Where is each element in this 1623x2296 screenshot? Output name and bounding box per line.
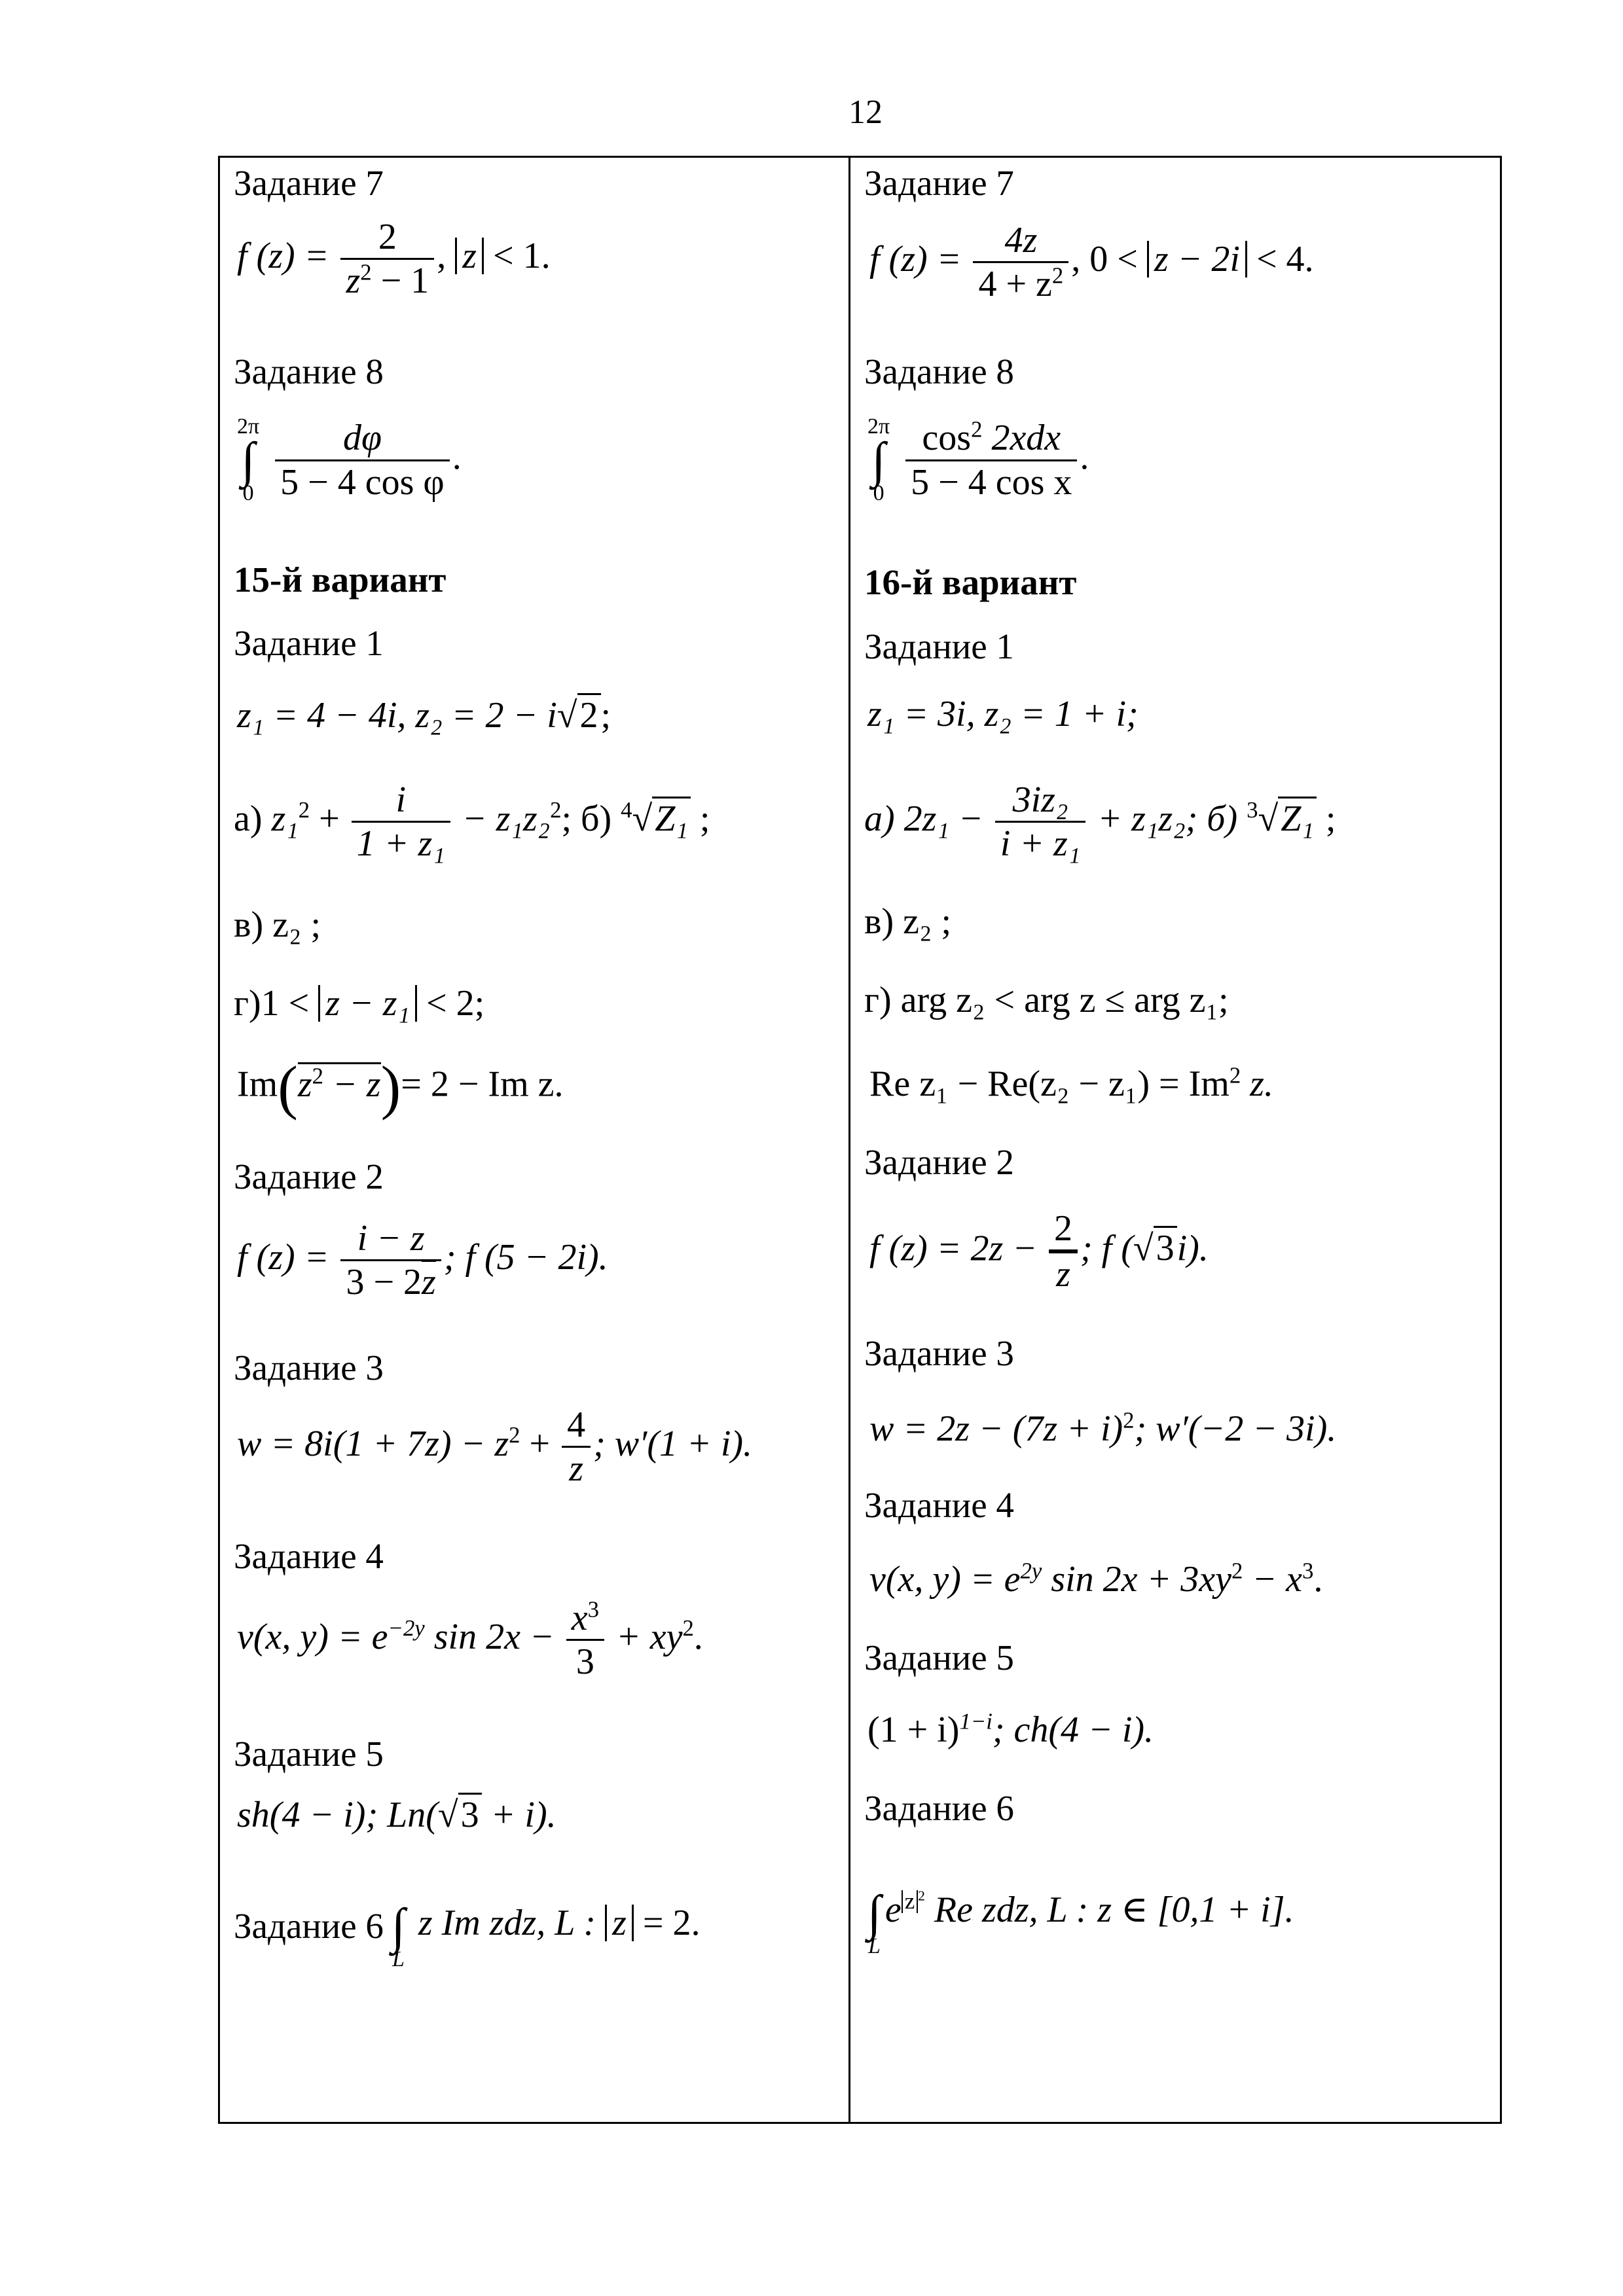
left-task8-formula: 2π ∫ 0 $\frac{d\varphi}{\text{5 − 4 cos φ}}$ .: [237, 414, 462, 506]
page-number: 12: [848, 94, 883, 131]
right-task4-heading: Задание 4: [864, 1485, 1014, 1525]
left-task1-heading: Задание 1: [234, 623, 384, 663]
right-task8-heading: Задание 8: [864, 351, 1014, 391]
left-task1-im-equation: $Im(z^2 - z)= 2 - Im$ z.: [237, 1054, 564, 1121]
right-task7-formula: f (z) = $\frac{4z}{4 + z^2}$ , 0 < z − 2i < 4.: [869, 220, 1314, 305]
right-task1-part-v: в) z₂ ;: [864, 901, 952, 942]
left-task7-heading: Задание 7: [234, 163, 384, 203]
left-task1-line1: z₁ = 4 − 4i, z₂ = 2 − i√2;: [237, 697, 611, 734]
left-task3-formula: $w = 8i(1 + 7z) - z^2$ + $\frac{4}{z}$ ; w′(1 + i).: [237, 1405, 753, 1490]
right-task4-formula: v(x, $y) = e^{2y}$ $\sin 2x + 3xy^2 - x^3$.: [869, 1558, 1323, 1600]
left-task2-heading: Задание 2: [234, 1157, 384, 1196]
right-task5-formula: $(1 + i)^{1-i}$; ch(4 − i).: [867, 1708, 1154, 1750]
right-task2-heading: Задание 2: [864, 1142, 1014, 1182]
right-task1-line1: z₁ = 3i, z₂ = 1 + i;: [867, 694, 1139, 734]
left-task5-heading: Задание 5: [234, 1734, 384, 1774]
right-task8-formula: 2π ∫ 0 $\frac{\cos^2 2xdx}{\text{5 − 4 cos x}}$ .: [867, 414, 1089, 506]
right-task6-formula: ∫ L e $^{z ^2}$ Re zdz, L : z ∈ [0,1 + i].: [867, 1886, 1294, 1959]
right-task5-heading: Задание 5: [864, 1638, 1014, 1677]
left-task6-heading: Задание 6: [234, 1906, 384, 1946]
right-task1-part-a: а) 2z₁ − $\frac{\text{3iz₂}}{\text{i + z₁}}$ + z₁z₂; б) $^3$√Z₁ ;: [864, 780, 1336, 865]
right-task3-heading: Задание 3: [864, 1333, 1014, 1373]
left-task7-formula: f (z) = $\frac{2}{z^2 - 1}$ , z < 1.: [237, 217, 551, 302]
right-task1-heading: Задание 1: [864, 626, 1014, 666]
left-variant-heading: 15-й вариант: [234, 560, 447, 600]
left-task1-part-g: г)1 < z − z₁ < 2;: [234, 983, 485, 1024]
column-divider: [848, 156, 850, 2124]
right-task1-re-equation: Re $z_1 - Re(z_2 - z_1) = Im^2$ z.: [869, 1062, 1273, 1104]
left-task1-part-a: а) z₁$^2$ + $\frac{i}{\text{1 + z₁}}$ − z₁z₂$^2$; б) $^4$√Z₁ ;: [234, 780, 710, 865]
left-task4-heading: Задание 4: [234, 1536, 384, 1576]
right-task3-formula: $w = 2z - (7z + i)^2$; w′(−2 − 3i).: [869, 1407, 1337, 1449]
right-task7-heading: Задание 7: [864, 163, 1014, 203]
left-task6-formula: ∫ L z Im zdz, L : z = 2.: [392, 1899, 701, 1972]
left-task5-formula: sh(4 − i); Ln(√3 + i).: [237, 1797, 556, 1833]
left-task8-heading: Задание 8: [234, 351, 384, 391]
right-task2-formula: f (z) = 2z − $\frac{2}{z}$ ; f (√3i).: [869, 1208, 1209, 1295]
left-task3-heading: Задание 3: [234, 1348, 384, 1388]
left-task4-formula: v(x, $y) = e^{-2y}$ sin 2x − $\frac{x^3}{3}$ + $xy^2$.: [237, 1596, 703, 1683]
right-variant-heading: 16-й вариант: [864, 562, 1077, 602]
right-task6-heading: Задание 6: [864, 1788, 1014, 1828]
left-task1-part-v: в) z₂ ;: [234, 905, 321, 945]
left-task2-formula: f (z) = $\frac{i - z}{3 - 2z}$ ; f (5 − 2i).: [237, 1218, 608, 1303]
right-task1-part-g: г) arg z₂ < arg z ≤ arg z₁;: [864, 980, 1229, 1020]
